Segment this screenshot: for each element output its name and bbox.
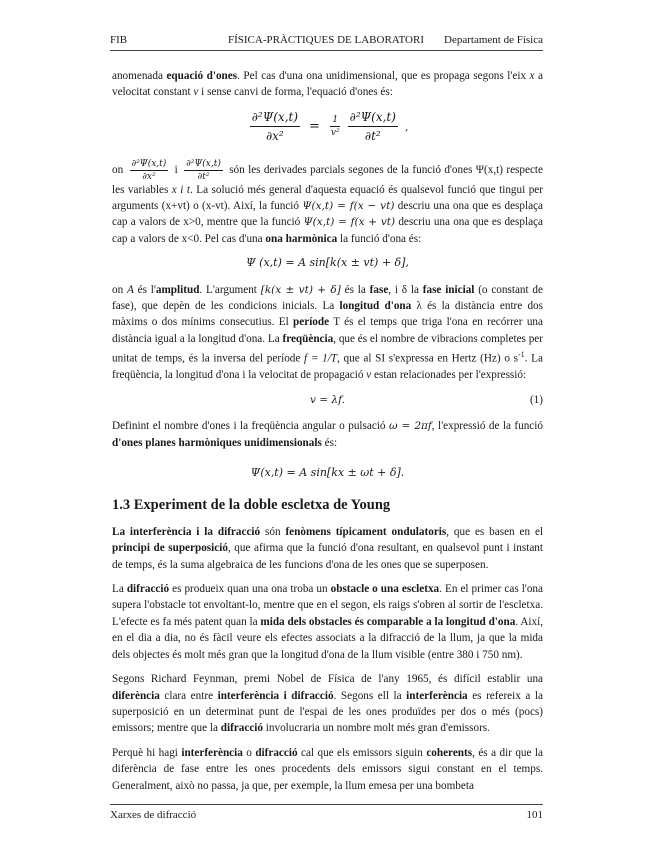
paragraph-diffraction: La difracció es produeix quan una ona troba un obstacle o una escletxa. En el primer cas l'ona supera l'obstacle tot envoltant-lo, mentre que en el segon, els raigs s'obren al sortir de l'escletxa. L'efecte es fa més patent quan la mida dels obstacles és comparable a la longitud d'ona. Així, en el dia a dia, no és fàcil veure els efectes associats a la difracció de la llum, ja que la mida dels objectes és molt més gran que la longitud d'ona de la llum visible (entre 380 i 750 nm).	[112, 583, 544, 661]
footer-left: Xarxes de difracció	[110, 809, 197, 821]
equation-1-number: (1)	[529, 393, 543, 406]
paragraph-wave-parameters: on A és l'amplitud. L'argument [k(x ± vt) + δ] és la fase, i δ la fase inicial (o constant de fase), que depèn de les condicions inicials. La longitud d'ona λ és la distància entre dos màxims o dos mínims consecutius. El període T és el temps que triga l'ona en recórrer una distància igual a la longitud d'ona. La freqüència, que és el nombre de vibracions completes per unitat de temps, és la inversa del període f = 1/T, que al SI s'expressa en Hertz (Hz) o $s^{-1}$. La freqüència, la longitud d'ona i la velocitat de propagació v estan relacionades per l'expressió:	[112, 283, 543, 382]
header-right: Departament de Física	[444, 34, 543, 46]
equation-harmonic: Ψ (x,t) = A sin[k(x ± vt) + δ],	[246, 256, 409, 270]
equation-wave: $\frac{\text{∂²Ψ(x,t)}}{\text{∂x²}}$ = $\frac{1}{\text{v²}}$ $\frac{\text{∂²Ψ(x,t)}}{\text{∂t²}}$ ,	[251, 109, 409, 144]
page-footer	[110, 804, 543, 824]
page-content	[112, 68, 543, 802]
page-number: 101	[526, 809, 543, 821]
paragraph-partial-derivatives: on $\frac{\text{∂²Ψ(x,t)}}{\text{∂x²}}$ i $\frac{\text{∂²Ψ(x,t)}}{\text{∂t²}}$ són les derivades parcials segones de la funció d'ones Ψ(x,t) respecte les variables x i t. La solució més general d'aquesta equació és qualsevol funció que tingui per arguments (x+vt) o (x-vt). Així, la funció Ψ(x,t) = f(x − vt) descriu una ona que es desplaça cap a valors de x>0, mentre que la funció Ψ(x,t) = f(x + vt) descriu una ona que es desplaça cap a valors de x<0. Pel cas d'una ona harmònica la funció d'ona és:	[112, 158, 544, 245]
page-header	[110, 34, 543, 51]
paragraph-coherence: Perquè hi hagi interferència o difracció cal que els emissors siguin coherents, és a dir que la diferència de fase entre les ones procedents dels emissors sigui constant en el temps. Generalment, això no passa, ja que, per exemple, la llum emesa per una bombeta	[112, 746, 544, 792]
paragraph-feynman: Segons Richard Feynman, premi Nobel de Física de l'any 1965, és difícil establir una diferència clara entre interferència i difracció. Segons ell la interferència es refereix a la superposició en un determinat punt de l'espai de les ones produïdes per dos o més (pocs) emissors; mentre que la difracció involucraria un nombre molt més gran d'emissors.	[112, 673, 543, 735]
paragraph-interference-diffraction: La interferència i la difracció són fenòmens típicament ondulatoris, que es basen en el principi de superposició, que afirma que la funció d'ona resultant, en qualsevol punt i instant de temps, és la suma algebraica de les funcions d'ona de les ones que se superposen.	[112, 525, 544, 571]
paragraph-plane-waves: Definint el nombre d'ones i la freqüència angular o pulsació ω = 2πf, l'expressió de la funció d'ones planes harmòniques unidimensionals és:	[112, 420, 543, 449]
paragraph-wave-equation-intro: anomenada equació d'ones. Pel cas d'una ona unidimensional, que es propaga segons l'eix x a velocitat constant v i sense canvi de forma, l'equació d'ones és:	[112, 70, 543, 99]
equation-1-expr: v = λf.	[310, 393, 345, 406]
header-left: FIB	[110, 34, 128, 46]
equation-1	[112, 392, 543, 408]
equation-plane-wave: Ψ(x,t) = A sin[kx ± ωt + δ].	[250, 466, 405, 480]
header-center: FÍSICA-PRÀCTIQUES DE LABORATORI	[228, 34, 424, 46]
section-heading: 1.3 Experiment de la doble escletxa de Young	[112, 497, 391, 514]
